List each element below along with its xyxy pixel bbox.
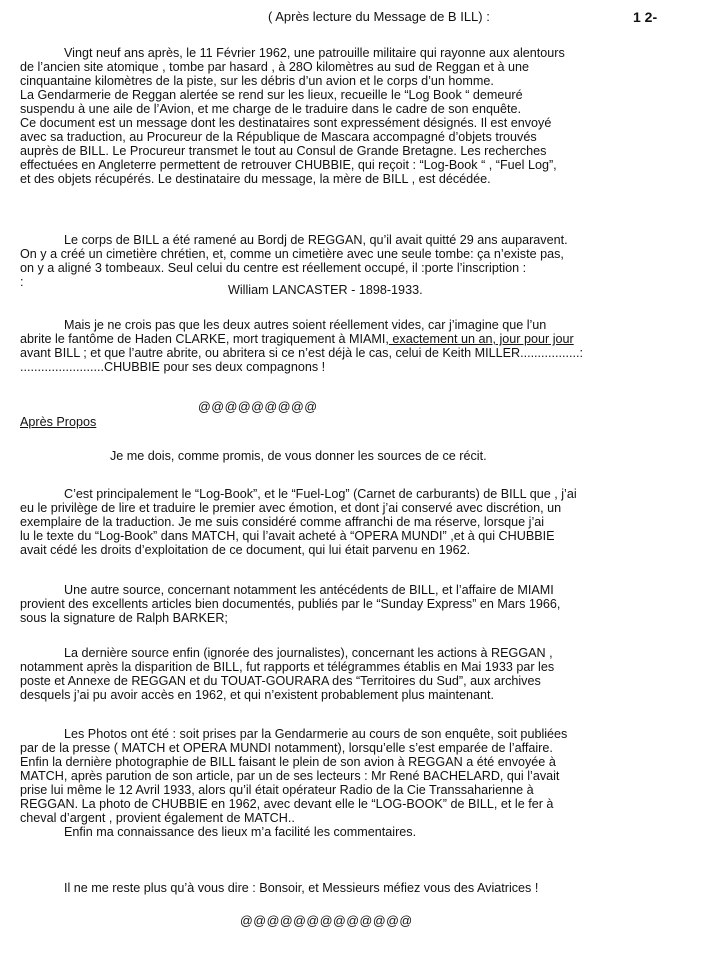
text-line: avant BILL ; et que l’autre abrite, ou abritera si ce n’est déjà le cas, celui de Keith MILLER.................: <box>20 346 584 360</box>
text-line: prise lui même le 12 Avril 1933, alors qu’il était opérateur Radio de la Cie Transsaharienne à <box>20 783 534 797</box>
text-line: C’est principalement le “Log-Book”, et le “Fuel-Log” (Carnet de carburants) de BILL que , j’ai <box>64 487 577 501</box>
text-line: REGGAN. La photo de CHUBBIE en 1962, avec devant elle le “LOG-BOOK” de BILL, et le fer à <box>20 797 554 811</box>
paragraph-sources-press <box>20 583 682 625</box>
text-line: ........................CHUBBIE pour ses deux compagnons ! <box>20 360 326 374</box>
text-line: Enfin la dernière photographie de BILL faisant le plein de son avion à REGGAN a été envoyée à <box>20 755 556 769</box>
text-line: Une autre source, concernant notamment les antécédents de BILL, et l’affaire de MIAMI <box>64 583 554 597</box>
separator: @@@@@@@@@ <box>198 400 318 414</box>
paragraph-sources-archives <box>20 646 682 702</box>
text-line: cinquantaine kilomètres de la piste, sur les débris d’un avion et le corps d’un homme. <box>20 74 494 88</box>
text-line: exemplaire de la traduction. Je me suis considéré comme affranchi de ma réserve, lorsque j’ai <box>20 515 545 529</box>
text-line: lu le texte du “Log-Book” dans MATCH, qui l’avait acheté à “OPERA MUNDI” ,et à qui CHUBBIE <box>20 529 555 543</box>
text-line: Mais je ne crois pas que les deux autres soient réellement vides, car j’imagine que l’un <box>64 318 547 332</box>
paragraph-intro <box>110 449 670 463</box>
text-line: Enfin ma connaissance des lieux m’a facilité les commentaires. <box>64 825 417 839</box>
text-line: Les Photos ont été : soit prises par la Gendarmerie au cours de son enquête, soit publiées <box>64 727 568 741</box>
text-line: de l’ancien site atomique , tombe par hasard , à 28O kilomètres au sud de Reggan et à une <box>20 60 529 74</box>
text-line: on y a aligné 3 tombeaux. Seul celui du centre est réellement occupé, il :porte l’inscription : <box>20 261 527 275</box>
text-line: : <box>20 275 24 289</box>
text-line: avec sa traduction, au Procureur de la République de Mascara accompagné d’objets trouvés <box>20 130 537 144</box>
text-line: et des objets récupérés. Le destinataire du message, la mère de BILL , est décédée. <box>20 172 491 186</box>
paragraph-photos <box>20 727 682 839</box>
text-line: Ce document est un message dont les destinataires sont expressément désignés. Il est envoyé <box>20 116 552 130</box>
text-line: Il ne me reste plus qu’à vous dire : Bonsoir, et Messieurs méfiez vous des Aviatrices ! <box>64 881 539 895</box>
paragraph-discovery <box>20 46 682 186</box>
underlined-text: exactement un an, jour pour jour <box>388 332 574 346</box>
text-line: provient des excellents articles bien documentés, publiés par le “Sunday Express” en Mars 1966, <box>20 597 561 611</box>
text-line: avait cédé les droits d’exploitation de ce document, qui lui était parvenu en 1962. <box>20 543 471 557</box>
text-line <box>20 332 682 346</box>
text-line: eu le privilège de lire et traduire le premier avec émotion, et dont j’ai conservé avec discrétion, un <box>20 501 562 515</box>
section-title: Après Propos <box>20 415 97 429</box>
separator: @@@@@@@@@@@@@ <box>240 914 413 928</box>
text-line: poste et Annexe de REGGAN et du TOUAT-GOURARA des “Territoires du Sud”, aux archives <box>20 674 541 688</box>
text-line: Vingt neuf ans après, le 11 Février 1962, une patrouille militaire qui rayonne aux alentours <box>64 46 565 60</box>
text-line: par de la presse ( MATCH et OPERA MUNDI notamment), lorsqu’elle s’est emparée de l’affaire. <box>20 741 553 755</box>
text-line: sous la signature de Ralph BARKER; <box>20 611 228 625</box>
text-line: La Gendarmerie de Reggan alertée se rend sur les lieux, recueille le “Log Book “ demeuré <box>20 88 523 102</box>
text-segment: abrite le fantôme de Haden CLARKE, mort tragiquement à MIAMI, <box>20 332 389 346</box>
text-line: desquels j’ai pu avoir accès en 1962, et qui n’existent probablement plus maintenant. <box>20 688 494 702</box>
text-line: Le corps de BILL a été ramené au Bordj de REGGAN, qu’il avait quitté 29 ans auparavent. <box>64 233 568 247</box>
header-title: ( Après lecture du Message de B ILL) : <box>268 9 490 24</box>
grave-inscription: William LANCASTER - 1898-1933. <box>228 283 423 297</box>
page-header <box>0 10 704 26</box>
text-line: La dernière source enfin (ignorée des journalistes), concernant les actions à REGGAN , <box>64 646 553 660</box>
paragraph-sources-logbook <box>20 487 682 557</box>
text-line: auprès de BILL. Le Procureur transmet le tout au Consul de Grande Bretagne. Les recherches <box>20 144 547 158</box>
paragraph-graves <box>20 318 682 374</box>
text-line: MATCH, après parution de son article, par un de ses lecteurs : Mr René BACHELARD, qui l’avait <box>20 769 560 783</box>
text-line: cheval d’argent , provient également de MATCH.. <box>20 811 295 825</box>
text-line: On y a créé un cimetière chrétien, et, comme un cimetière avec une seule tombe: ça n’existe pas, <box>20 247 564 261</box>
paragraph-burial <box>20 233 682 289</box>
text-line: Je me dois, comme promis, de vous donner les sources de ce récit. <box>110 449 487 463</box>
text-line: notamment après la disparition de BILL, fut rapports et télégrammes établis en Mai 1933 par les <box>20 660 555 674</box>
text-line: suspendu à une aile de l’Avion, et me charge de le traduire dans le cadre de son enquête. <box>20 102 522 116</box>
text-line: effectuées en Angleterre permettent de retrouver CHUBBIE, qui reçoit : “Log-Book “ , “Fuel Log”, <box>20 158 557 172</box>
paragraph-closing <box>20 881 682 895</box>
page-number: 1 2- <box>633 9 658 25</box>
